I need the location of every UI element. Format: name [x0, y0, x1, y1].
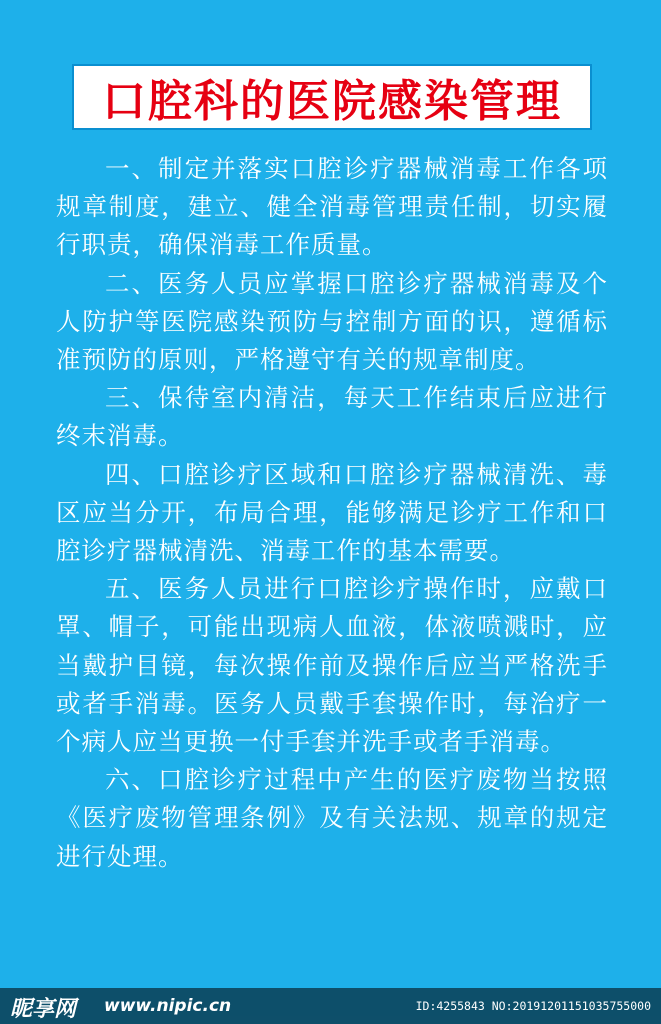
- watermark-bar: [0, 988, 661, 1024]
- paragraph-1: 一、制定并落实口腔诊疗器械消毒工作各项规章制度，建立、健全消毒管理责任制，切实履行职责，确保消毒工作质量。: [56, 154, 608, 260]
- paragraph-4: 四、口腔诊疗区域和口腔诊疗器械清洗、毒区应当分开，布局合理，能够满足诊疗工作和口腔诊疗器械清洗、消毒工作的基本需要。: [56, 459, 608, 566]
- paragraph-2: 二、医务人员应掌握口腔诊疗器械消毒及个人防护等医院感染预防与控制方面的识，遵循标准预防的原则，严格遵守有关的规章制度。: [56, 268, 608, 375]
- paragraph-6: 六、口腔诊疗过程中产生的医疗废物当按照《医疗废物管理条例》及有关法规、规章的规定进行处理。: [56, 765, 608, 871]
- paragraph-3: 三、保待室内清洁，每天工作结束后应进行终末消毒。: [56, 383, 608, 451]
- watermark-logo: 昵享网: [10, 997, 77, 1022]
- paragraph-5: 五、医务人员进行口腔诊疗操作时，应戴口罩、帽子，可能出现病人血液，体液喷溅时，应当戴护目镜，每次操作前及操作后应当严格洗手或者手消毒。医务人员戴手套操作时，每治疗一个病人应当更换一付手套并洗手或者手消毒。: [56, 574, 608, 757]
- watermark-id: ID:4255843 NO:20191201151035755000: [415, 999, 651, 1013]
- document-body: [56, 150, 608, 876]
- watermark-url: www.nipic.cn: [104, 996, 232, 1016]
- title-banner: [72, 64, 592, 130]
- page-title: 口腔科的医院感染管理: [102, 76, 562, 127]
